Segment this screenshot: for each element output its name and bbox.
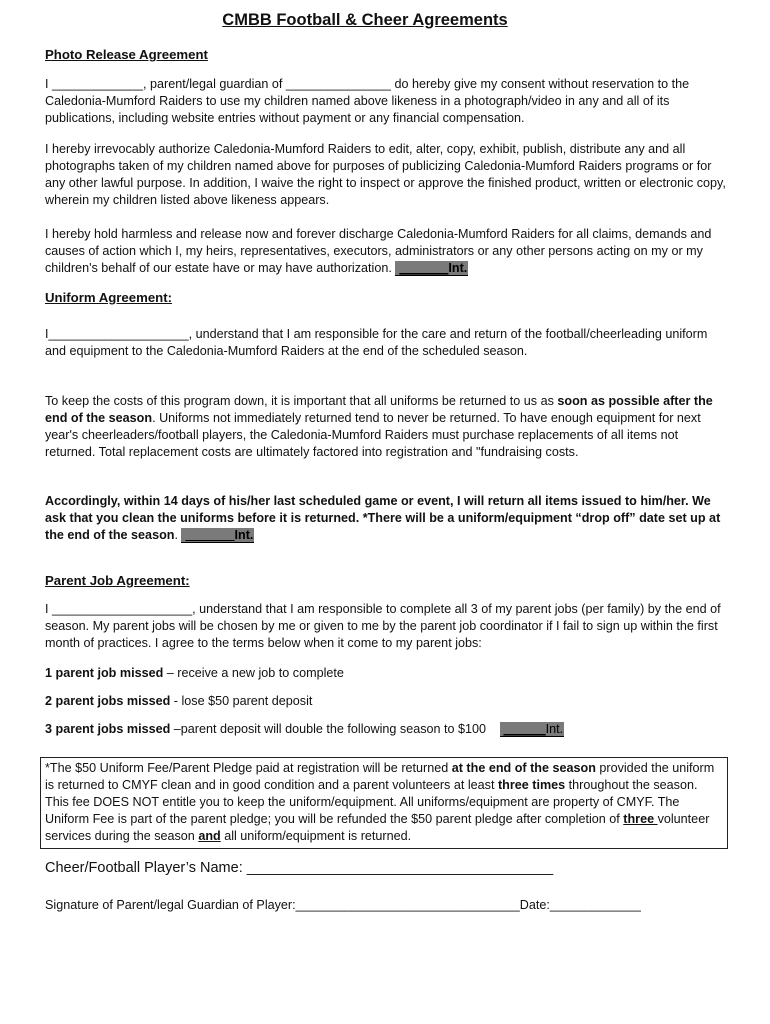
parent-job-initial-field[interactable] xyxy=(500,722,565,737)
photo-release-initial-blank: _______ xyxy=(399,260,449,275)
uniform-p3-text: Accordingly, within 14 days of his/her last scheduled game or event, I will return all items issued to him/her. We ask that you clean the uniforms before it is returned. *There will be a uniform/equipment “drop off” date set up at the end of the season xyxy=(45,494,721,542)
parent-job-initial-label: Int. xyxy=(545,722,564,736)
notice-emphasis-2: three times xyxy=(497,777,566,792)
notice-text-2: provided the uniform is returned to CMYF clean and in good condition and a parent volunteers at least xyxy=(45,761,715,792)
notice-emphasis-4: and xyxy=(198,828,221,843)
rule-2-label: 2 parent jobs missed xyxy=(45,694,171,708)
notice-emphasis-3: three xyxy=(623,811,658,826)
rule-2-text: - lose $50 parent deposit xyxy=(170,694,313,708)
notice-emphasis-1: at the end of the season xyxy=(451,761,596,775)
uniform-initial-label: Int. xyxy=(234,527,254,542)
parent-job-rule-3 xyxy=(45,721,727,738)
page-title: CMBB Football & Cheer Agreements xyxy=(222,11,508,29)
photo-release-initial-field[interactable] xyxy=(395,261,468,276)
uniform-agreement-paragraph-2 xyxy=(45,393,727,461)
rule-1-label: 1 parent job missed xyxy=(45,666,164,680)
notice-text-1: *The $50 Uniform Fee/Parent Pledge paid at registration will be returned xyxy=(45,761,452,775)
parent-job-rule-1 xyxy=(45,665,727,682)
notice-text-4: volunteer services during the season xyxy=(45,811,710,843)
photo-release-heading: Photo Release Agreement xyxy=(45,47,208,62)
parent-job-rule-2 xyxy=(45,693,727,710)
uniform-p2-text-a: To keep the costs of this program down, it is important that all uniforms be returned to us as xyxy=(45,394,558,408)
uniform-p2-emphasis: soon as possible after the end of the season xyxy=(45,394,713,425)
notice-text-3: throughout the season. This fee DOES NOT entitle you to keep the uniform/equipment. All uniforms/equipment are property of CMYF. The Uniform Fee is part of the parent pledge; you will be refunded the $50 parent pledge after completion of xyxy=(45,777,698,826)
uniform-p3-end: . xyxy=(174,527,182,542)
uniform-initial-blank: _______ xyxy=(185,527,235,542)
uniform-agreement-paragraph-1: I____________________, understand that I am responsible for the care and return of the football/cheerleading uniform and equipment to the Caledonia-Mumford Raiders at the end of the scheduled season. xyxy=(45,327,708,358)
uniform-fee-notice-box xyxy=(40,757,728,849)
parent-job-paragraph-1: I ____________________, understand that I am responsible to complete all 3 of my parent jobs (per family) by the end of season. My parent jobs will be chosen by me or given to me by the parent job coordinator if I fail to sign up within the first month of practices. I agree to the terms below when it come to my parent jobs: xyxy=(45,602,721,650)
photo-release-paragraph-3 xyxy=(45,226,727,277)
photo-release-paragraph-1: I _____________, parent/legal guardian of _______________ do hereby give my consent without reservation to the Caledonia-Mumford Raiders to use my children named above likeness in a photograph/video in any and all of its publications, including website entries without payment or any financial compensation. xyxy=(45,77,690,125)
photo-release-paragraph-2: I hereby irrevocably authorize Caledonia-Mumford Raiders to edit, alter, copy, exhibit, publish, distribute any and all photographs taken of my children named above for purposes of publicizing Caledonia-Mumford Raiders programs or for any other lawful purpose. In addition, I waive the right to inspect or approve the finished product, written or electronic copy, wherein my children listed above likeness appears. xyxy=(45,142,726,207)
rule-1-text: – receive a new job to complete xyxy=(163,666,344,680)
parent-job-initial-blank: ______ xyxy=(503,722,546,736)
uniform-agreement-heading: Uniform Agreement: xyxy=(45,290,173,305)
notice-text-5: all uniform/equipment is returned. xyxy=(220,828,412,843)
uniform-p2-text-c: . Uniforms not immediately returned tend to never be returned. To have enough equipment for next year's cheerleaders/football players, the Caledonia-Mumford Raiders must purchase replacements of all items not returned. Total replacement costs are ultimately factored into registration and "fundraising costs. xyxy=(45,410,701,459)
uniform-agreement-paragraph-3 xyxy=(45,493,727,544)
photo-release-initial-label: Int. xyxy=(448,260,468,275)
rule-3-text: –parent deposit will double the following season to $100 xyxy=(170,722,487,736)
parent-job-heading: Parent Job Agreement: xyxy=(45,573,190,588)
photo-release-paragraph-3-text: I hereby hold harmless and release now and forever discharge Caledonia-Mumford Raiders for all claims, demands and causes of action which I, my heirs, representatives, executors, administrators or any other persons acting on my or my children's behalf of our estate have or may have authorization. xyxy=(45,227,712,275)
parent-signature-date-field[interactable]: Signature of Parent/legal Guardian of Player:________________________________Date:_____________ xyxy=(45,898,641,912)
player-name-field[interactable]: Cheer/Football Player’s Name: ______________________________________ xyxy=(45,860,554,876)
rule-3-label: 3 parent jobs missed xyxy=(45,722,171,736)
uniform-initial-field[interactable] xyxy=(181,528,254,543)
